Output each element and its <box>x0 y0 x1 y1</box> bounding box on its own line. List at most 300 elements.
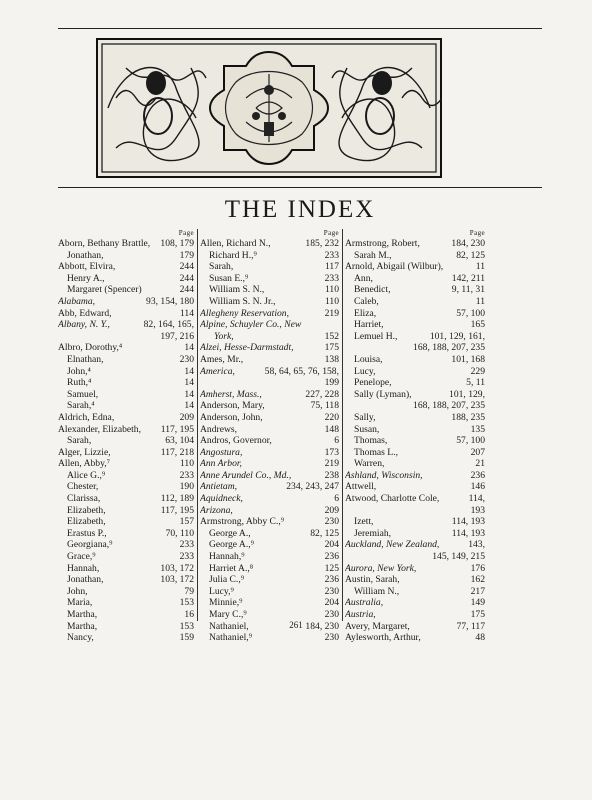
index-term: Mary C.,⁹ <box>209 609 247 620</box>
index-pages: 101, 168 <box>451 353 485 365</box>
index-entry <box>200 308 339 320</box>
index-entry <box>200 563 339 575</box>
index-pages: 207 <box>470 446 485 458</box>
index-pages: 9, 11, 31 <box>451 284 485 296</box>
index-pages: 145, 149, 215 <box>432 551 485 563</box>
index-term: Arizona, <box>200 504 233 516</box>
index-entry <box>58 470 194 482</box>
index-term: Jonathan, <box>67 574 104 586</box>
index-term <box>58 331 158 343</box>
index-entry <box>345 366 485 378</box>
index-pages: 11 <box>475 295 485 307</box>
index-term: Alabama, <box>58 295 96 307</box>
index-term: Erastus P., <box>67 527 107 539</box>
index-entry <box>58 284 194 296</box>
index-pages: 244 <box>179 284 194 296</box>
index-term: George A.,⁹ <box>209 539 254 551</box>
index-pages: 152 <box>324 330 339 342</box>
index-entry <box>58 319 194 331</box>
index-entry <box>200 250 339 262</box>
index-pages: 58, 64, 65, 76, 158, <box>264 365 339 377</box>
index-pages: 204 <box>324 597 339 609</box>
index-pages: 230 <box>324 609 339 620</box>
index-entry <box>345 319 485 331</box>
title-rule <box>58 187 542 188</box>
index-entry <box>345 342 485 354</box>
index-column-1 <box>58 229 194 644</box>
index-entry <box>58 296 194 308</box>
index-term: Eliza, <box>354 307 377 319</box>
index-pages: 236 <box>324 551 339 563</box>
index-pages: 117, 195 <box>160 504 194 516</box>
index-entry <box>58 377 194 389</box>
index-pages: 227, 228 <box>305 388 339 400</box>
index-term: Martha, <box>67 620 98 632</box>
index-pages: 184, 230 <box>451 238 485 249</box>
index-entry <box>345 308 485 320</box>
index-entry <box>345 609 485 621</box>
index-pages: 57, 100 <box>456 307 485 319</box>
index-entry <box>345 574 485 586</box>
index-entry <box>345 586 485 598</box>
index-entry <box>345 238 485 250</box>
index-pages: 197, 216 <box>160 330 194 342</box>
index-term: Aldrich, Edna, <box>58 411 115 423</box>
index-term: Alger, Lizzie, <box>58 446 111 458</box>
index-term: Elizabeth, <box>67 516 106 528</box>
index-term: Margaret (Spencer) <box>67 284 142 296</box>
index-entry <box>58 308 194 320</box>
index-term: Alexander, Elizabeth, <box>58 423 141 435</box>
index-term: Elizabeth, <box>67 504 106 516</box>
index-entry <box>345 389 485 401</box>
index-term: Alpine, Schuyler Co., New <box>200 319 302 331</box>
index-entry <box>200 354 339 366</box>
index-term: Samuel, <box>67 388 99 400</box>
index-entry <box>200 609 339 621</box>
index-entry <box>58 481 194 493</box>
index-term: Caleb, <box>354 295 379 307</box>
index-pages: 185, 232 <box>305 238 339 249</box>
index-term: Benedict, <box>354 284 391 296</box>
index-pages: 234, 243, 247 <box>286 481 339 493</box>
index-entry <box>200 296 339 308</box>
index-pages: 14 <box>184 365 194 377</box>
index-pages: 173 <box>324 446 339 458</box>
index-term: Harriet A.,⁸ <box>209 562 254 574</box>
index-pages: 236 <box>470 469 485 481</box>
index-pages: 233 <box>324 249 339 261</box>
index-term: Austin, Sarah, <box>345 574 400 586</box>
index-term: Grace,⁹ <box>67 551 96 563</box>
index-entry <box>345 528 485 540</box>
index-term: Nancy, <box>67 632 94 644</box>
index-pages: 219 <box>324 307 339 319</box>
index-term: Ames, Mr., <box>200 353 244 365</box>
index-entry <box>200 377 339 389</box>
index-pages: 82, 125 <box>310 527 339 539</box>
page-number: 261 <box>289 620 303 630</box>
index-term: Armstrong, Robert, <box>345 238 420 249</box>
index-entry <box>200 435 339 447</box>
index-term: Anne Arundel Co., Md., <box>200 469 292 481</box>
index-pages: 117, 195 <box>160 423 194 435</box>
index-term: John, <box>67 585 88 597</box>
index-pages: 179 <box>179 249 194 261</box>
index-term: George A., <box>209 527 251 539</box>
index-term: Atwood, Charlotte Cole, <box>345 493 440 505</box>
index-pages: 103, 172 <box>160 562 194 574</box>
index-entry <box>345 412 485 424</box>
index-term: Austria, <box>345 609 376 620</box>
index-entry <box>345 424 485 436</box>
index-pages: 233 <box>179 551 194 563</box>
index-term: Sarah, <box>209 261 234 273</box>
index-pages: 108, 179 <box>160 238 194 249</box>
index-entry <box>345 505 485 517</box>
index-term: Harriet, <box>354 319 384 331</box>
index-pages: 236 <box>324 574 339 586</box>
index-term: Aurora, New York, <box>345 562 417 574</box>
index-pages: 233 <box>179 539 194 551</box>
index-pages: 209 <box>324 504 339 516</box>
index-term: Maria, <box>67 597 93 609</box>
index-term: Warren, <box>354 458 385 470</box>
index-term: Nathaniel, <box>209 620 249 632</box>
index-term: Ruth,⁴ <box>67 377 92 389</box>
index-pages: 77, 117 <box>456 620 485 632</box>
index-term: Aborn, Bethany Brattle, <box>58 238 151 249</box>
index-entry <box>200 551 339 563</box>
index-entry <box>200 516 339 528</box>
index-entry <box>58 574 194 586</box>
index-entry <box>58 632 194 644</box>
column-page-label: Page <box>469 229 485 237</box>
index-term: Lucy,⁹ <box>209 585 234 597</box>
index-pages: 82, 164, 165, <box>143 319 194 331</box>
index-term: Sarah,⁴ <box>67 400 95 412</box>
index-pages: 114, 193 <box>451 516 485 528</box>
index-term: Lemuel H., <box>354 330 398 342</box>
index-term: William S. N., <box>209 284 265 296</box>
index-pages: 190 <box>179 481 194 493</box>
index-entry <box>58 563 194 575</box>
index-pages: 110 <box>324 295 339 307</box>
index-pages: 82, 125 <box>456 249 485 261</box>
index-pages: 168, 188, 207, 235 <box>413 342 485 354</box>
index-pages: 48 <box>475 632 485 644</box>
index-pages: 6 <box>334 435 339 447</box>
index-pages: 229 <box>470 365 485 377</box>
index-entry <box>58 505 194 517</box>
index-term: Julia C.,⁹ <box>209 574 245 586</box>
index-term: Attwell, <box>345 481 377 493</box>
index-term <box>345 342 411 354</box>
index-term: Sarah M., <box>354 249 392 261</box>
index-entry <box>58 331 194 343</box>
index-pages: 238 <box>324 469 339 481</box>
ornamental-banner <box>96 38 442 178</box>
index-term: Angostura, <box>200 446 243 458</box>
index-term <box>345 505 469 517</box>
index-entry <box>58 609 194 621</box>
index-term: Allegheny Reservation, <box>200 307 289 319</box>
index-entry <box>58 366 194 378</box>
index-pages: 112, 189 <box>160 493 194 505</box>
index-term: Richard H.,⁹ <box>209 249 257 261</box>
index-entry <box>58 435 194 447</box>
index-term: Martha, <box>67 609 98 620</box>
index-entry <box>345 563 485 575</box>
index-term: Henry A., <box>67 272 105 284</box>
index-pages: 168, 188, 207, 235 <box>413 400 485 412</box>
index-entry <box>58 528 194 540</box>
index-pages: 5, 11 <box>466 377 485 389</box>
index-pages: 230 <box>324 585 339 597</box>
index-entry <box>200 493 339 505</box>
index-entry <box>200 400 339 412</box>
index-term: Anderson, Mary, <box>200 400 265 412</box>
index-entry <box>345 447 485 459</box>
index-pages: 16 <box>184 609 194 620</box>
index-pages: 14 <box>184 342 194 354</box>
index-pages: 114, <box>468 493 485 505</box>
index-entry <box>58 238 194 250</box>
index-pages: 230 <box>324 516 339 528</box>
index-pages: 138 <box>324 353 339 365</box>
index-pages: 193 <box>470 504 485 516</box>
index-term: Chester, <box>67 481 99 493</box>
index-entry <box>345 470 485 482</box>
index-entry <box>345 331 485 343</box>
index-entry <box>58 389 194 401</box>
index-pages: 6 <box>334 493 339 505</box>
index-term: Nathaniel,⁹ <box>209 632 253 644</box>
index-term: Thomas L., <box>354 446 398 458</box>
index-term: Thomas, <box>354 435 388 447</box>
index-term: Ashland, Wisconsin, <box>345 469 423 481</box>
index-pages: 135 <box>470 423 485 435</box>
index-pages: 176 <box>470 562 485 574</box>
index-pages: 230 <box>324 632 339 644</box>
index-term: York, <box>214 330 234 342</box>
index-entry <box>345 481 485 493</box>
index-term: Auckland, New Zealand, <box>345 539 440 551</box>
index-pages: 199 <box>324 377 339 389</box>
index-entry <box>345 273 485 285</box>
index-pages: 101, 129, 161, <box>429 330 485 342</box>
index-entry <box>200 574 339 586</box>
index-pages: 220 <box>324 411 339 423</box>
index-pages: 149 <box>470 597 485 609</box>
index-term <box>345 400 411 412</box>
index-entry <box>200 470 339 482</box>
index-entry <box>58 261 194 273</box>
index-pages: 14 <box>184 388 194 400</box>
index-entry <box>345 632 485 644</box>
index-term: Aylesworth, Arthur, <box>345 632 421 644</box>
index-entry <box>58 551 194 563</box>
index-entry <box>200 261 339 273</box>
index-term: Anderson, John, <box>200 411 263 423</box>
index-term: Hannah,⁹ <box>209 551 245 563</box>
index-term: Albany, N. Y., <box>58 319 110 331</box>
index-pages: 188, 235 <box>451 411 485 423</box>
index-pages: 70, 110 <box>165 527 194 539</box>
index-term <box>200 377 323 389</box>
index-term: William S. N. Jr., <box>209 295 276 307</box>
index-term: Lucy, <box>354 365 376 377</box>
index-term: Andros, Governor, <box>200 435 272 447</box>
index-term: America, <box>200 365 235 377</box>
index-term: Izett, <box>354 516 374 528</box>
index-entry <box>345 261 485 273</box>
index-entry <box>345 354 485 366</box>
index-entry <box>200 539 339 551</box>
index-entry <box>200 632 339 644</box>
index-term: Sally, <box>354 411 376 423</box>
index-pages: 219 <box>324 458 339 470</box>
index-pages: 117, 218 <box>160 446 194 458</box>
index-pages: 103, 172 <box>160 574 194 586</box>
index-pages: 204 <box>324 539 339 551</box>
index-entry <box>345 516 485 528</box>
index-pages: 14 <box>184 377 194 389</box>
index-pages: 75, 118 <box>310 400 339 412</box>
index-term: Arnold, Abigail (Wilbur), <box>345 261 444 273</box>
index-term: Sarah, <box>67 435 92 447</box>
index-term: Georgiana,⁹ <box>67 539 113 551</box>
index-entry <box>345 539 485 551</box>
index-pages: 110 <box>179 458 194 470</box>
top-rule <box>58 28 542 29</box>
index-pages: 14 <box>184 400 194 412</box>
index-pages: 184, 230 <box>305 620 339 632</box>
index-entry <box>200 331 339 343</box>
index-entry <box>200 284 339 296</box>
index-term: Armstrong, Abby C.,⁹ <box>200 516 285 528</box>
index-entry <box>345 597 485 609</box>
index-entry <box>58 250 194 262</box>
index-term: Hannah, <box>67 562 100 574</box>
index-term: Australia, <box>345 597 384 609</box>
index-pages: 146 <box>470 481 485 493</box>
index-pages: 244 <box>179 272 194 284</box>
index-pages: 233 <box>179 469 194 481</box>
index-entry <box>58 516 194 528</box>
index-term <box>345 551 430 563</box>
index-pages: 142, 211 <box>451 272 485 284</box>
index-pages: 79 <box>184 585 194 597</box>
index-pages: 125 <box>324 562 339 574</box>
index-entry <box>345 250 485 262</box>
index-term: Abbott, Elvira, <box>58 261 116 273</box>
index-term: Jeremiah, <box>354 527 392 539</box>
index-pages: 233 <box>324 272 339 284</box>
index-pages: 143, <box>468 539 485 551</box>
index-entry <box>58 400 194 412</box>
index-column-3 <box>345 229 485 644</box>
index-entry <box>58 458 194 470</box>
index-entry <box>200 412 339 424</box>
index-entry <box>200 424 339 436</box>
index-entry <box>58 493 194 505</box>
index-term: Allen, Richard N., <box>200 238 271 249</box>
index-entry <box>200 586 339 598</box>
index-entry <box>200 505 339 517</box>
index-entry <box>58 447 194 459</box>
index-term: Clarissa, <box>67 493 101 505</box>
index-entry <box>58 354 194 366</box>
index-term: Louisa, <box>354 353 383 365</box>
index-pages: 93, 154, 180 <box>146 295 194 307</box>
index-pages: 175 <box>324 342 339 354</box>
index-term: Abb, Edward, <box>58 307 112 319</box>
index-pages: 217 <box>470 585 485 597</box>
column-divider <box>342 229 343 621</box>
index-pages: 11 <box>475 261 485 273</box>
index-pages: 165 <box>470 319 485 331</box>
index-pages: 159 <box>179 632 194 644</box>
index-term: Avery, Margaret, <box>345 620 410 632</box>
index-entry <box>58 342 194 354</box>
index-term: Ann Arbor, <box>200 458 242 470</box>
index-pages: 63, 104 <box>165 435 194 447</box>
index-entry <box>345 458 485 470</box>
index-term: Amherst, Mass., <box>200 388 262 400</box>
index-entry <box>345 284 485 296</box>
index-term: Antietam, <box>200 481 238 493</box>
index-term: Andrews, <box>200 423 238 435</box>
index-entry <box>200 273 339 285</box>
index-pages: 162 <box>470 574 485 586</box>
index-term: Penelope, <box>354 377 392 389</box>
column-page-label: Page <box>178 229 194 237</box>
page-title: THE INDEX <box>224 196 376 223</box>
index-entry <box>345 551 485 563</box>
index-entry <box>200 389 339 401</box>
index-term: Ann, <box>354 272 373 284</box>
index-pages: 114 <box>179 307 194 319</box>
index-pages: 175 <box>470 609 485 620</box>
column-page-label: Page <box>323 229 339 237</box>
index-pages: 110 <box>324 284 339 296</box>
index-entry <box>200 238 339 250</box>
index-pages: 117 <box>324 261 339 273</box>
index-term: Jonathan, <box>67 249 104 261</box>
index-entry <box>200 342 339 354</box>
index-term: Susan E.,⁹ <box>209 272 249 284</box>
index-term: John,⁴ <box>67 365 91 377</box>
index-term: Allen, Abby,⁷ <box>58 458 111 470</box>
index-term: Sally (Lyman), <box>354 388 412 400</box>
index-pages: 114, 193 <box>451 527 485 539</box>
index-pages: 101, 129, <box>449 388 485 400</box>
index-entry <box>200 458 339 470</box>
index-pages: 157 <box>179 516 194 528</box>
column-divider <box>197 229 198 621</box>
index-entry <box>200 528 339 540</box>
index-entry <box>345 435 485 447</box>
index-term: Elnathan, <box>67 353 104 365</box>
index-term: Minnie,⁹ <box>209 597 243 609</box>
index-pages: 230 <box>179 353 194 365</box>
index-term: Aquidneck, <box>200 493 243 505</box>
index-term: Alice G.,⁹ <box>67 469 106 481</box>
index-pages: 57, 100 <box>456 435 485 447</box>
index-pages: 244 <box>179 261 194 273</box>
index-entry <box>200 597 339 609</box>
